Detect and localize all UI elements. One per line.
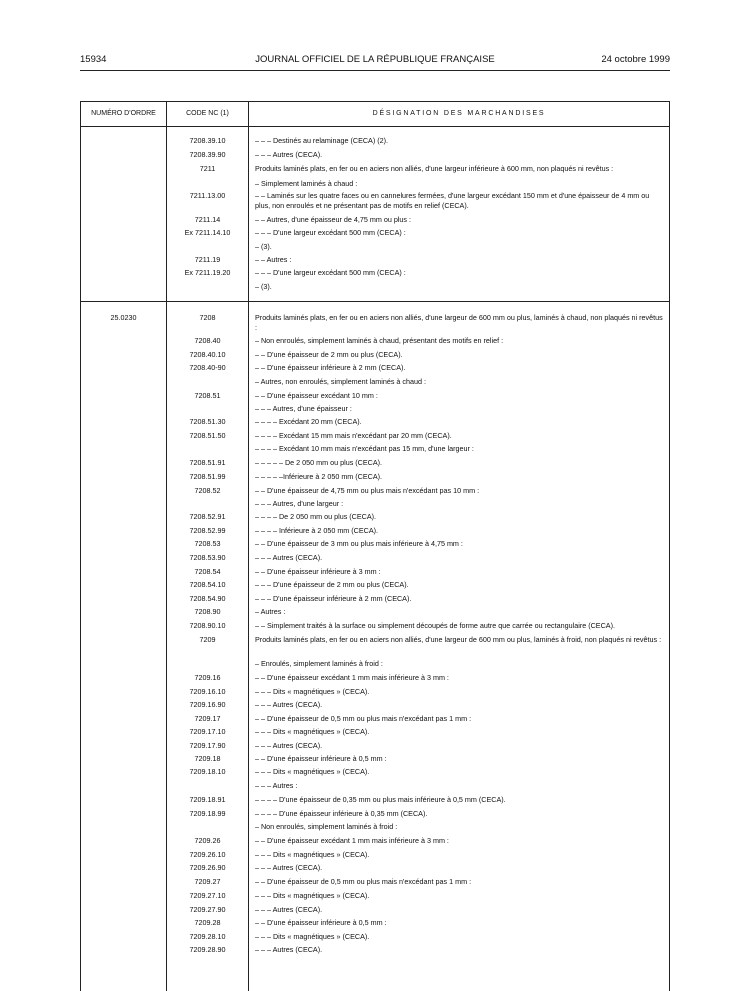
nc-code: 7208.39.10 [189,136,226,145]
nc-code: 7208.52.99 [189,526,226,535]
designation-text: – – D'une épaisseur de 0,5 mm ou plus mais n'excédant pas 1 mm : [255,714,472,723]
designation-text: – – – Autres : [255,781,298,790]
designation-text: – – D'une épaisseur de 3 mm ou plus mais inférieure à 4,75 mm : [255,539,463,548]
nc-code: 7209.17.90 [189,741,226,750]
nc-code: 7209.16 [194,673,221,682]
nc-code: 7211.13.00 [189,191,226,200]
nc-code: 7208.52.91 [189,512,226,521]
nc-code: 7208.39.90 [189,150,226,159]
nc-code: 7208 [199,313,216,322]
designation-text: – – – Autres (CECA). [255,945,323,954]
designation-text: – – D'une épaisseur de 4,75 mm ou plus mais n'excédant pas 10 mm : [255,486,480,495]
designation-text: – – D'une épaisseur inférieure à 0,5 mm : [255,754,387,763]
nc-code: 7211 [199,164,216,173]
designation-text: – Autres : [255,607,286,616]
designation-text: – – Autres : [255,255,292,264]
nc-code: 7208.90 [194,607,221,616]
nc-code: 7211.19 [194,255,221,264]
designation-text: – – – Autres (CECA). [255,553,323,562]
header-code-nc: CODE NC (1) [186,110,229,117]
designation-text: – – – Destinés au relaminage (CECA) (2). [255,136,389,145]
designation-text: – – Autres, d'une épaisseur de 4,75 mm ou plus : [255,215,411,224]
nc-code: 7209.28 [194,918,221,927]
nc-code: 7208.54 [194,567,221,576]
order-number: 25.0230 [110,313,137,322]
nc-code: 7209.27.90 [189,905,226,914]
section-divider [81,301,669,302]
designation-text: – – – D'une épaisseur de 2 mm ou plus (CECA). [255,580,409,589]
header-numero-ordre: NUMÉRO D'ORDRE [91,110,156,117]
nc-code: 7208.54.10 [189,580,226,589]
designation-text: – – – D'une épaisseur inférieure à 2 mm (CECA). [255,594,412,603]
nc-code: 7209.18.10 [189,767,226,776]
designation-text: – – D'une épaisseur excédant 1 mm mais inférieure à 3 mm : [255,836,449,845]
designation-text: – Non enroulés, simplement laminés à froid : [255,822,398,831]
designation-text: – – – D'une largeur excédant 500 mm (CECA) : [255,268,406,277]
nc-code: 7208.51 [194,391,221,400]
nc-code: 7209.28.90 [189,945,226,954]
designation-text: – – – Autres (CECA). [255,700,323,709]
nc-code: 7208.52 [194,486,221,495]
designation-text: – Enroulés, simplement laminés à froid : [255,659,383,668]
designation-text: – – – Autres, d'une épaisseur : [255,404,352,413]
designation-text: – – – Dits « magnétiques » (CECA). [255,850,370,859]
nc-code: 7208.53 [194,539,221,548]
designation-text: – – Laminés sur les quatre faces ou en cannelures fermées, d'une largeur excédant 150 mm et d'une épaisseur de 4 mm ou plus, non enroulés et ne présentant pas de motifs en relief (CECA). [255,191,650,210]
nc-code: 7208.51.99 [189,472,226,481]
nc-code: 7208.40-90 [189,363,226,372]
nc-code: 7209.26.90 [189,863,226,872]
nc-code: Ex 7211.14.10 [184,228,231,237]
header-designation: DÉSIGNATION DES MARCHANDISES [372,110,546,117]
designation-text: – – – – Inférieure à 2 050 mm (CECA). [255,526,379,535]
designation-text: Produits laminés plats, en fer ou en aciers non alliés, d'une largeur de 600 mm ou plus, laminés à chaud, non plaqués ni revêtus : [255,313,663,332]
designation-text: – – – Autres, d'une largeur : [255,499,344,508]
publication-date: 24 octobre 1999 [601,54,670,65]
designation-text: – (3). [255,282,272,291]
nc-code: 7209.17 [194,714,221,723]
column-divider [248,102,249,991]
nc-code: 7209.16.10 [189,687,226,696]
nc-code: 7209.27.10 [189,891,226,900]
designation-text: – (3). [255,242,272,251]
tariff-table [80,101,670,991]
nc-code: 7209.26 [194,836,221,845]
designation-text: – – – Dits « magnétiques » (CECA). [255,891,370,900]
designation-text: – – – – De 2 050 mm ou plus (CECA). [255,512,377,521]
nc-code: 7209.18 [194,754,221,763]
journal-title: JOURNAL OFFICIEL DE LA RÉPUBLIQUE FRANÇAISE [255,54,495,65]
designation-text: – – – – D'une épaisseur inférieure à 0,35 mm (CECA). [255,809,428,818]
designation-text: – – – D'une largeur excédant 500 mm (CECA) : [255,228,406,237]
designation-text: – Simplement laminés à chaud : [255,179,358,188]
designation-text: Produits laminés plats, en fer ou en aciers non alliés, d'une largeur inférieure à 600 mm, non plaqués ni revêtus : [255,164,614,173]
page-header [80,54,670,68]
nc-code: 7208.40.10 [189,350,226,359]
designation-text: – – – – Excédant 10 mm mais n'excédant pas 15 mm, d'une largeur : [255,444,474,453]
designation-text: – – D'une épaisseur excédant 1 mm mais inférieure à 3 mm : [255,673,449,682]
designation-text: – – – Dits « magnétiques » (CECA). [255,767,370,776]
designation-text: – – D'une épaisseur inférieure à 2 mm (CECA). [255,363,406,372]
nc-code: 7208.51.50 [189,431,226,440]
nc-code: 7208.40 [194,336,221,345]
nc-code: 7209 [199,635,216,644]
designation-text: – – – Dits « magnétiques » (CECA). [255,727,370,736]
nc-code: 7208.51.91 [189,458,226,467]
designation-text: – – – – D'une épaisseur de 0,35 mm ou plus mais inférieure à 0,5 mm (CECA). [255,795,506,804]
header-rule [80,70,670,71]
designation-text: – – – Autres (CECA). [255,150,323,159]
designation-text: – – D'une épaisseur excédant 10 mm : [255,391,378,400]
designation-text: – – – Dits « magnétiques » (CECA). [255,687,370,696]
designation-text: – – – Autres (CECA). [255,863,323,872]
table-header [81,102,669,127]
nc-code: 7208.54.90 [189,594,226,603]
nc-code: 7211.14 [194,215,221,224]
nc-code: 7208.90.10 [189,621,226,630]
designation-text: – – D'une épaisseur de 2 mm ou plus (CECA). [255,350,403,359]
designation-text: – – – Dits « magnétiques » (CECA). [255,932,370,941]
designation-text: – Autres, non enroulés, simplement laminés à chaud : [255,377,426,386]
nc-code: 7209.18.91 [189,795,226,804]
nc-code: 7208.51.30 [189,417,226,426]
page-number: 15934 [80,54,107,65]
designation-text: – – Simplement traités à la surface ou simplement découpés de forme autre que carrée ou rectangulaire (CECA). [255,621,615,630]
nc-code: 7209.16.90 [189,700,226,709]
designation-text: – – – Autres (CECA). [255,741,323,750]
nc-code: 7209.18.99 [189,809,226,818]
nc-code: Ex 7211.19.20 [184,268,231,277]
designation-text: – – – – –Inférieure à 2 050 mm (CECA). [255,472,383,481]
designation-text: Produits laminés plats, en fer ou en aciers non alliés, d'une largeur de 600 mm ou plus, laminés à froid, non plaqués ni revêtus : [255,635,662,644]
designation-text: – – – Autres (CECA). [255,905,323,914]
designation-text: – Non enroulés, simplement laminés à chaud, présentant des motifs en relief : [255,336,504,345]
designation-text: – – D'une épaisseur inférieure à 3 mm : [255,567,381,576]
designation-text: – – – – – De 2 050 mm ou plus (CECA). [255,458,383,467]
designation-text: – – – – Excédant 20 mm (CECA). [255,417,362,426]
nc-code: 7209.26.10 [189,850,226,859]
nc-code: 7209.28.10 [189,932,226,941]
nc-code: 7208.53.90 [189,553,226,562]
designation-text: – – D'une épaisseur inférieure à 0,5 mm : [255,918,387,927]
nc-code: 7209.27 [194,877,221,886]
nc-code: 7209.17.10 [189,727,226,736]
designation-text: – – – – Excédant 15 mm mais n'excédant par 20 mm (CECA). [255,431,452,440]
designation-text: – – D'une épaisseur de 0,5 mm ou plus mais n'excédant pas 1 mm : [255,877,472,886]
